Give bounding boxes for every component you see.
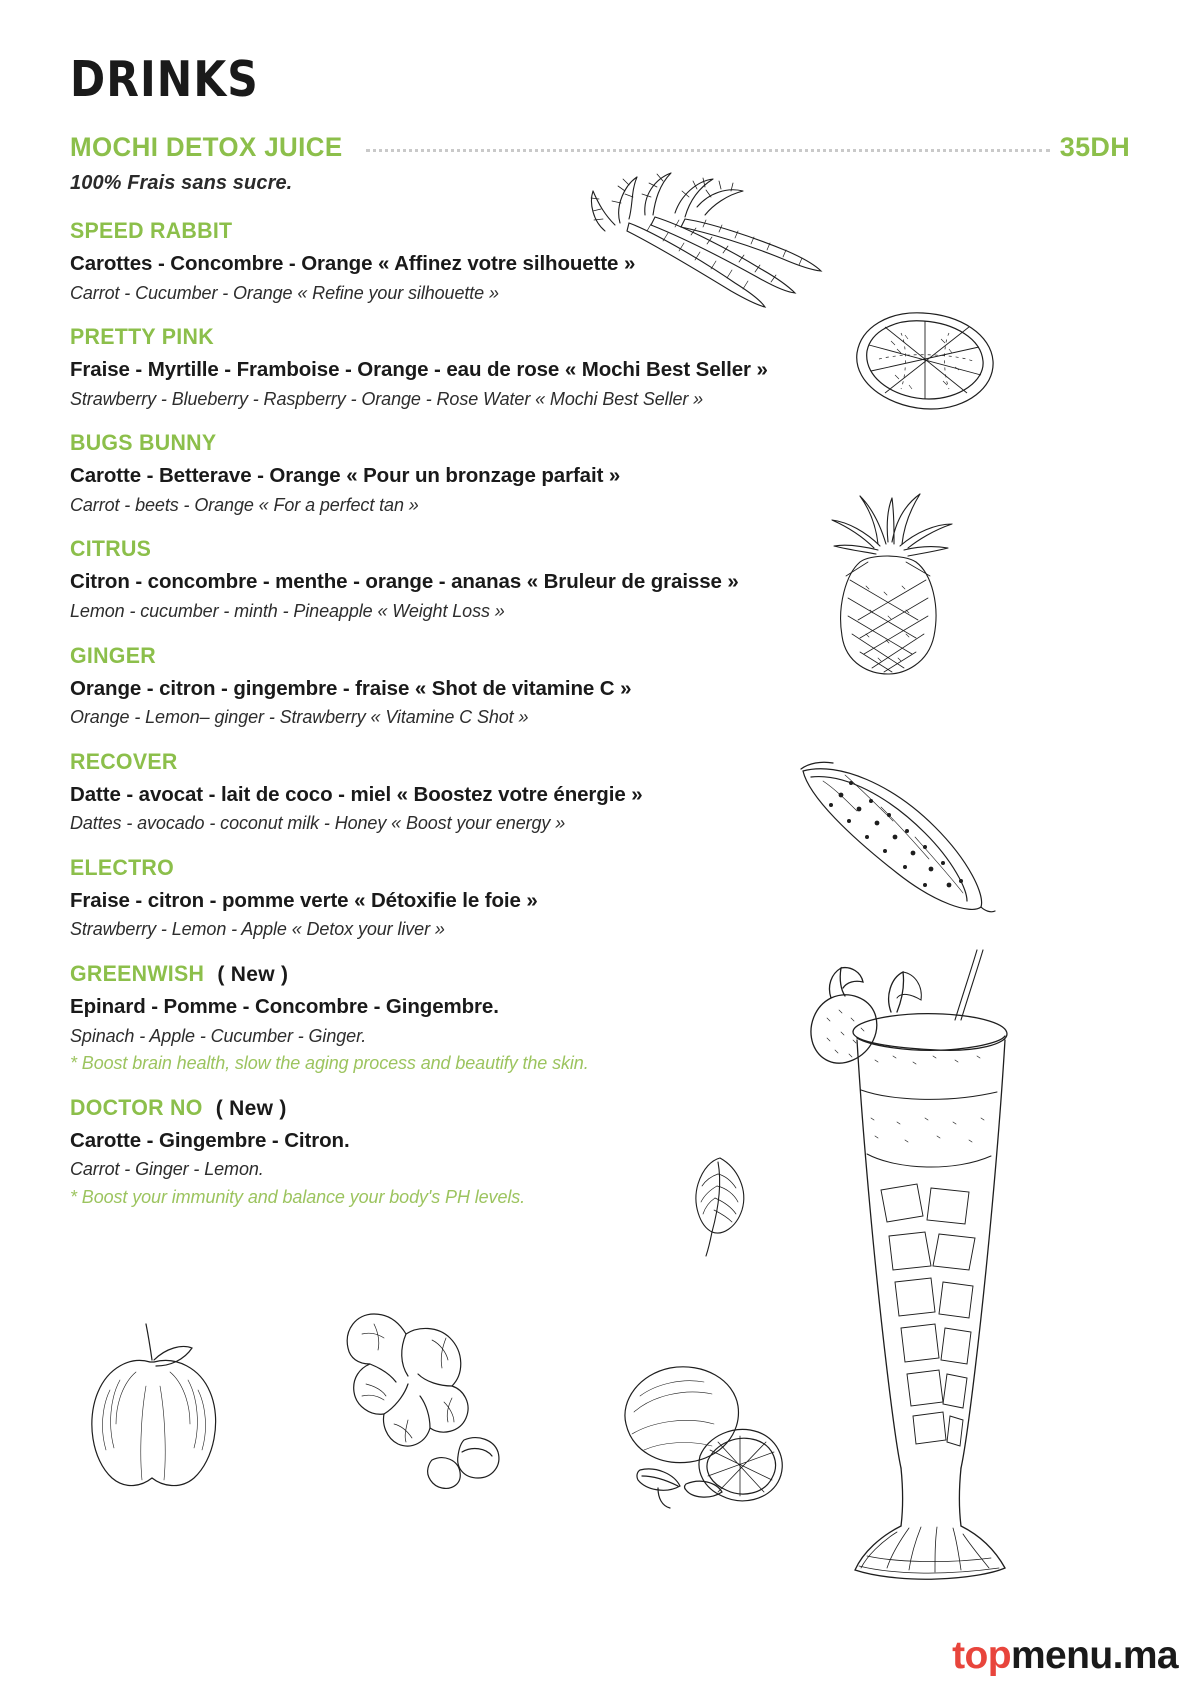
item-description-fr: Carotte - Betterave - Orange « Pour un bronzage parfait » [70, 464, 621, 488]
apple-illustration [80, 1320, 230, 1495]
item-description-fr: Fraise - citron - pomme verte « Détoxifie le foie » [70, 888, 538, 912]
list-item [70, 643, 1080, 729]
item-description-fr: Fraise - Myrtille - Framboise - Orange - eau de rose « Mochi Best Seller » [70, 358, 768, 382]
item-name-row [70, 218, 1080, 244]
list-item [70, 961, 1080, 1075]
item-name-row [70, 1095, 1080, 1121]
item-description-en: Carrot - beets - Orange « For a perfect tan » [70, 494, 419, 515]
list-item [70, 430, 1080, 516]
item-benefit-note: * Boost brain health, slow the aging process and beautify the skin. [70, 1053, 589, 1073]
list-item [70, 218, 1080, 304]
item-name: GREENWISH [70, 960, 205, 986]
item-name: DOCTOR NO [70, 1094, 203, 1120]
item-name: SPEED RABBIT [70, 218, 233, 243]
item-name: RECOVER [70, 748, 178, 774]
item-description-fr: Datte - avocat - lait de coco - miel « Boostez votre énergie » [70, 782, 643, 806]
section-header [70, 132, 1130, 163]
ginger-root-illustration [322, 1290, 527, 1490]
watermark-part-domain: .ma [1112, 1634, 1178, 1677]
item-name: PRETTY PINK [70, 324, 214, 350]
item-description-fr: Citron - concombre - menthe - orange - ananas « Bruleur de graisse » [70, 570, 739, 594]
list-item [70, 324, 1080, 410]
item-description-fr: Carotte - Gingembre - Citron. [70, 1128, 350, 1152]
lemon-illustration [600, 1350, 790, 1510]
item-benefit-note: * Boost your immunity and balance your body's PH levels. [70, 1186, 526, 1207]
item-name: GINGER [70, 642, 156, 668]
item-badge: ( New ) [217, 962, 289, 986]
item-description-fr: Carottes - Concombre - Orange « Affinez votre silhouette » [70, 252, 636, 275]
item-name-row [70, 536, 1080, 562]
site-watermark [952, 1634, 1178, 1678]
section-subtitle: 100% Frais sans sucre. [70, 172, 293, 194]
item-description-en: Strawberry - Lemon - Apple « Detox your liver » [70, 919, 445, 940]
list-item [70, 536, 1080, 622]
item-name: BUGS BUNNY [70, 430, 217, 456]
list-item [70, 855, 1080, 941]
watermark-part-menu: menu [1010, 1634, 1113, 1677]
item-badge: ( New ) [215, 1096, 287, 1120]
list-item [70, 749, 1080, 835]
item-description-en: Spinach - Apple - Cucumber - Ginger. [70, 1025, 367, 1046]
item-description-en: Strawberry - Blueberry - Raspberry - Orange - Rose Water « Mochi Best Seller » [70, 388, 704, 409]
item-name: CITRUS [70, 536, 152, 562]
item-name-row [70, 324, 1080, 350]
section-price: 35DH [1059, 132, 1130, 162]
item-description-en: Dattes - avocado - coconut milk - Honey « Boost your energy » [70, 813, 566, 834]
item-name-row [70, 961, 1080, 987]
item-description-fr: Epinard - Pomme - Concombre - Gingembre. [70, 994, 499, 1018]
watermark-part-top: top [952, 1634, 1011, 1677]
item-description-en: Orange - Lemon– ginger - Strawberry « Vitamine C Shot » [70, 707, 529, 728]
page-title: DRINKS [70, 52, 259, 109]
drinks-list [70, 218, 1080, 1228]
item-name-row [70, 643, 1080, 669]
item-name-row [70, 749, 1080, 775]
item-description-en: Carrot - Cucumber - Orange « Refine your silhouette » [70, 282, 499, 303]
list-item [70, 1095, 1080, 1209]
item-name: ELECTRO [70, 854, 175, 880]
dotted-leader [366, 147, 1050, 152]
item-name-row [70, 855, 1080, 881]
item-name-row [70, 430, 1080, 456]
item-description-fr: Orange - citron - gingembre - fraise « Shot de vitamine C » [70, 676, 632, 700]
item-description-en: Lemon - cucumber - minth - Pineapple « Weight Loss » [70, 601, 505, 621]
section-title: MOCHI DETOX JUICE [70, 132, 343, 162]
item-description-en: Carrot - Ginger - Lemon. [70, 1159, 264, 1180]
